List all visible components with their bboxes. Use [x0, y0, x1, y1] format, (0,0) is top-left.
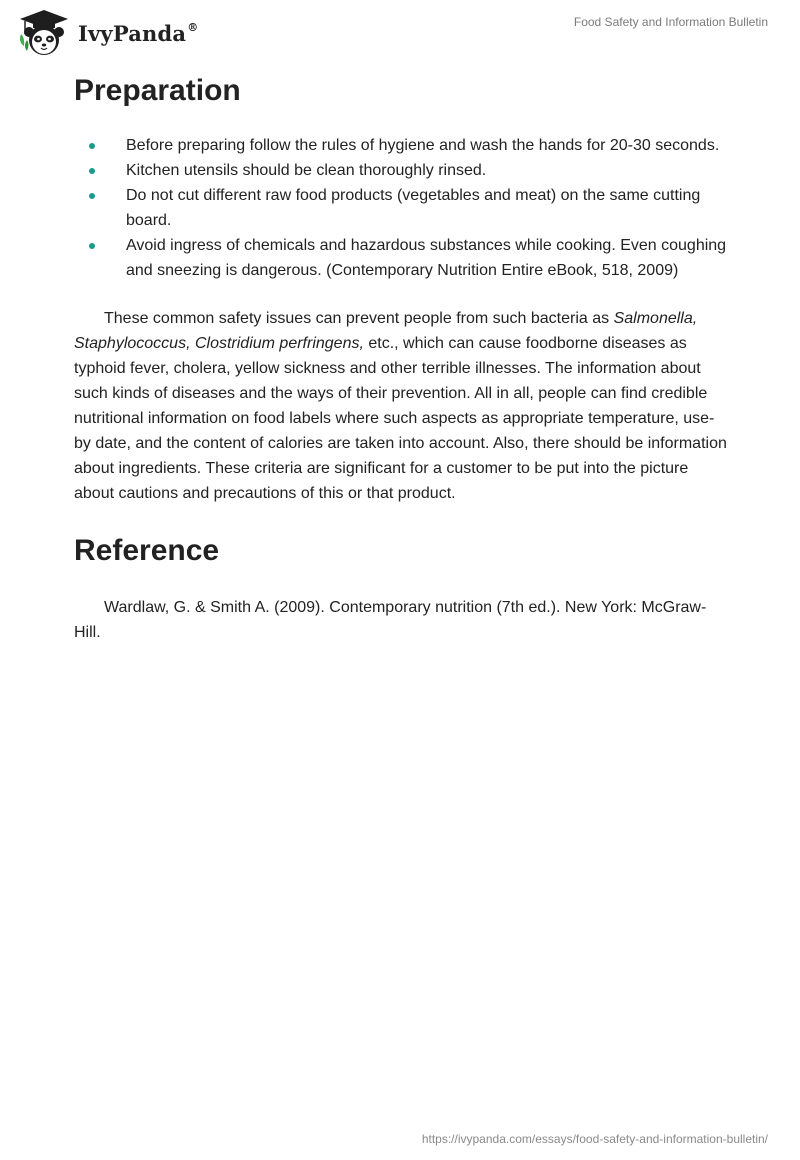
bacteria-names: Salmonella, Staphylococcus, Clostridium perfringens,: [74, 310, 698, 352]
list-item: [74, 158, 728, 183]
essay-content: [74, 70, 728, 645]
bullet-icon: [89, 243, 95, 249]
reference-citation: Wardlaw, G. & Smith A. (2009). Contemporary nutrition (7th ed.). New York: McGraw-Hill.: [74, 599, 707, 641]
list-item: [74, 183, 728, 233]
bullet-icon: [89, 193, 95, 199]
reference-heading: Reference: [74, 534, 220, 567]
logo-text: IvyPanda®: [78, 20, 199, 46]
panda-graduate-icon: [16, 8, 72, 58]
body-paragraph: [74, 306, 728, 506]
preparation-heading: Preparation: [74, 74, 241, 107]
list-item-text: Kitchen utensils should be clean thoroughly rinsed.: [126, 162, 487, 179]
list-item: [74, 133, 728, 158]
paragraph-rest: etc., which can cause foodborne diseases as typhoid fever, cholera, yellow sickness and other terrible illnesses. The information about such kinds of diseases and the ways of their prevention. All in all, people can find credible nutritional information on food labels where such aspects as appropriate temperature, use-by date, and the content of calories are taken into account. Also, there should be information about ingredients. These criteria are significant for a customer to be put into the picture about cautions and precautions of this or that product.: [74, 335, 727, 502]
list-item: [74, 233, 728, 283]
list-item-text: Do not cut different raw food products (vegetables and meat) on the same cutting board.: [126, 187, 701, 229]
list-item-text: Before preparing follow the rules of hygiene and wash the hands for 20-30 seconds.: [126, 137, 720, 154]
bullet-icon: [89, 143, 95, 149]
paragraph-intro: These common safety issues can prevent people from such bacteria as: [104, 310, 614, 327]
preparation-list: [74, 133, 728, 283]
bullet-icon: [89, 168, 95, 174]
ivypanda-logo[interactable]: [16, 8, 198, 58]
list-item-text: Avoid ingress of chemicals and hazardous substances while cooking. Even coughing and sneezing is dangerous. (Contemporary Nutrition Entire eBook, 518, 2009): [126, 237, 727, 279]
registered-mark: ®: [187, 20, 199, 34]
source-url-link[interactable]: https://ivypanda.com/essays/food-safety-and-information-bulletin/: [421, 1132, 768, 1146]
document-title: Food Safety and Information Bulletin: [573, 15, 768, 29]
